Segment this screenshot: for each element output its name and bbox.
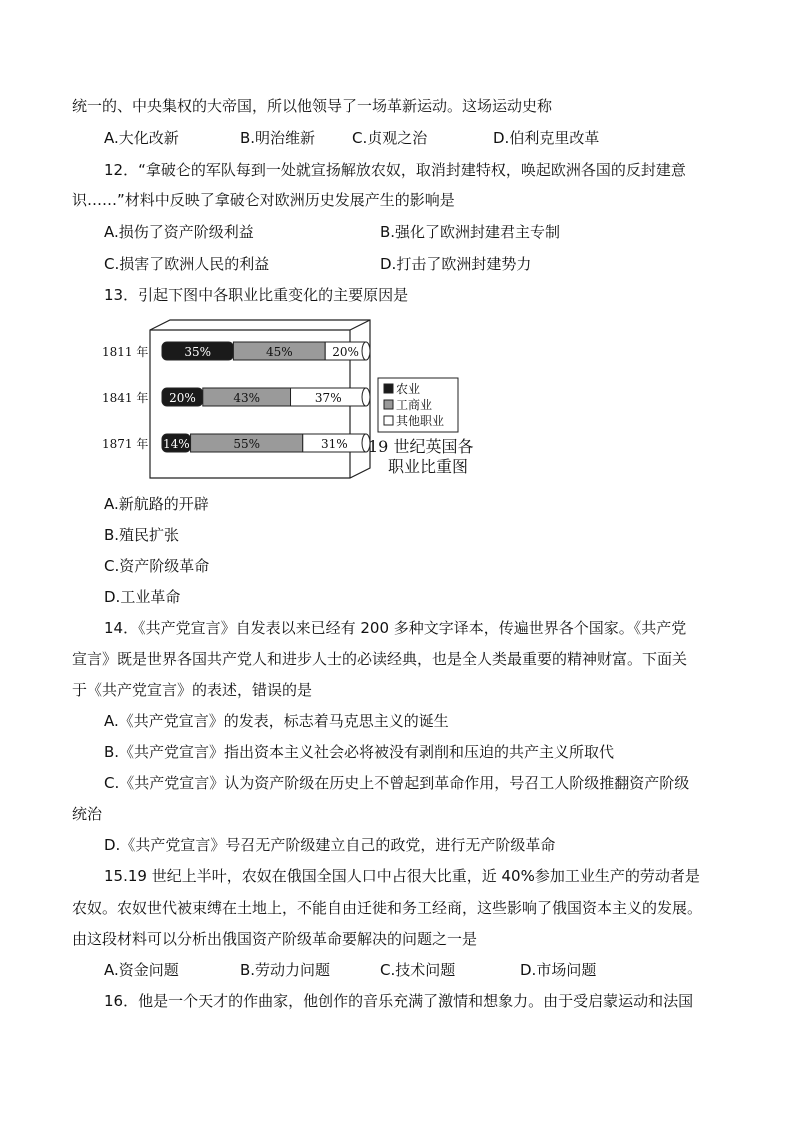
q11-option-a: A.大化改新 <box>104 129 179 147</box>
q12-option-c: C.损害了欧洲人民的利益 <box>104 255 270 273</box>
q13-option-b: B.殖民扩张 <box>104 526 180 544</box>
question-13-stem: 13．引起下图中各职业比重变化的主要原因是 <box>104 286 409 304</box>
question-14-stem-1: 14．《共产党宣言》自发表以来已经有 200 多种文字译本，传遍世界各个国家。《共产党 <box>104 619 687 637</box>
q14-option-b: B.《共产党宣言》指出资本主义社会必将被没有剥削和压迫的共产主义所取代 <box>104 743 615 761</box>
chart-title-line-1: 19 世纪英国各 <box>368 437 474 456</box>
question-12-stem-1: 12．“拿破仑的军队每到一处就宣扬解放农奴，取消封建特权，唤起欧洲各国的反封建意 <box>104 161 686 179</box>
question-15-stem-3: 由这段材料可以分析出俄国资产阶级革命要解决的问题之一是 <box>72 930 478 948</box>
q12-option-d: D.打击了欧洲封建势力 <box>380 255 532 273</box>
question-14-stem-3: 于《共产党宣言》的表述，错误的是 <box>72 681 313 699</box>
q12-option-b: B.强化了欧洲封建君主专制 <box>380 223 561 241</box>
chart-title-line-2: 职业比重图 <box>388 457 469 476</box>
legend-label: 其他职业 <box>396 414 445 428</box>
question-15-stem-2: 农奴。农奴世代被束缚在土地上，不能自由迁徙和务工经商，这些影响了俄国资本主义的发展。 <box>72 899 703 917</box>
y-tick-label: 1811 年 <box>102 345 149 359</box>
q13-option-d: D.工业革命 <box>104 588 181 606</box>
y-tick-label: 1871 年 <box>102 437 149 451</box>
q15-option-d: D.市场问题 <box>520 961 597 979</box>
data-label: 31% <box>321 437 348 451</box>
q11-option-d: D.伯利克里改革 <box>493 129 600 147</box>
data-label: 45% <box>265 345 293 359</box>
q14-option-a: A.《共产党宣言》的发表，标志着马克思主义的诞生 <box>104 712 449 730</box>
q14-option-d: D.《共产党宣言》号召无产阶级建立自己的政党，进行无产阶级革命 <box>104 836 556 854</box>
q13-option-a: A.新航路的开辟 <box>104 495 209 513</box>
q15-option-b: B.劳动力问题 <box>240 961 331 979</box>
q13-option-c: C.资产阶级革命 <box>104 557 210 575</box>
y-tick-label: 1841 年 <box>102 391 149 405</box>
legend-label: 农业 <box>396 382 421 396</box>
question-15-stem-1: 15.19 世纪上半叶，农奴在俄国全国人口中占很大比重，近 40%参加工业生产的劳动者是 <box>104 867 700 885</box>
q14-option-c: C.《共产党宣言》认为资产阶级在历史上不曾起到革命作用，号召工人阶级推翻资产阶级 <box>104 774 690 792</box>
data-label: 20% <box>332 345 359 359</box>
occupation-share-chart <box>100 318 500 480</box>
data-label: 55% <box>233 437 260 451</box>
legend-swatch <box>384 384 393 393</box>
question-16-stem: 16．他是一个天才的作曲家，他创作的音乐充满了激情和想象力。由于受启蒙运动和法国 <box>104 992 694 1010</box>
q12-option-a: A.损伤了资产阶级利益 <box>104 223 254 241</box>
legend-label: 工商业 <box>396 398 433 412</box>
question-12-stem-2: 识……”材料中反映了拿破仑对欧洲历史发展产生的影响是 <box>72 191 455 209</box>
question-11-stem: 统一的、中央集权的大帝国，所以他领导了一场革新运动。这场运动史称 <box>72 97 553 115</box>
q15-option-a: A.资金问题 <box>104 961 179 979</box>
legend-swatch <box>384 416 393 425</box>
data-label: 20% <box>169 391 196 405</box>
data-label: 14% <box>162 437 190 451</box>
question-14-stem-2: 宣言》既是世界各国共产党人和进步人士的必读经典，也是全人类最重要的精神财富。下面关 <box>72 650 688 668</box>
data-label: 37% <box>314 391 342 405</box>
q15-option-c: C.技术问题 <box>380 961 456 979</box>
bar-end-cap <box>362 388 370 406</box>
data-label: 35% <box>184 345 212 359</box>
q11-option-c: C.贞观之治 <box>352 129 428 147</box>
bar-end-cap <box>362 342 370 360</box>
q14-option-c-cont: 统治 <box>72 805 103 823</box>
data-label: 43% <box>233 391 260 405</box>
legend-swatch <box>384 400 393 409</box>
q11-option-b: B.明治维新 <box>240 129 316 147</box>
